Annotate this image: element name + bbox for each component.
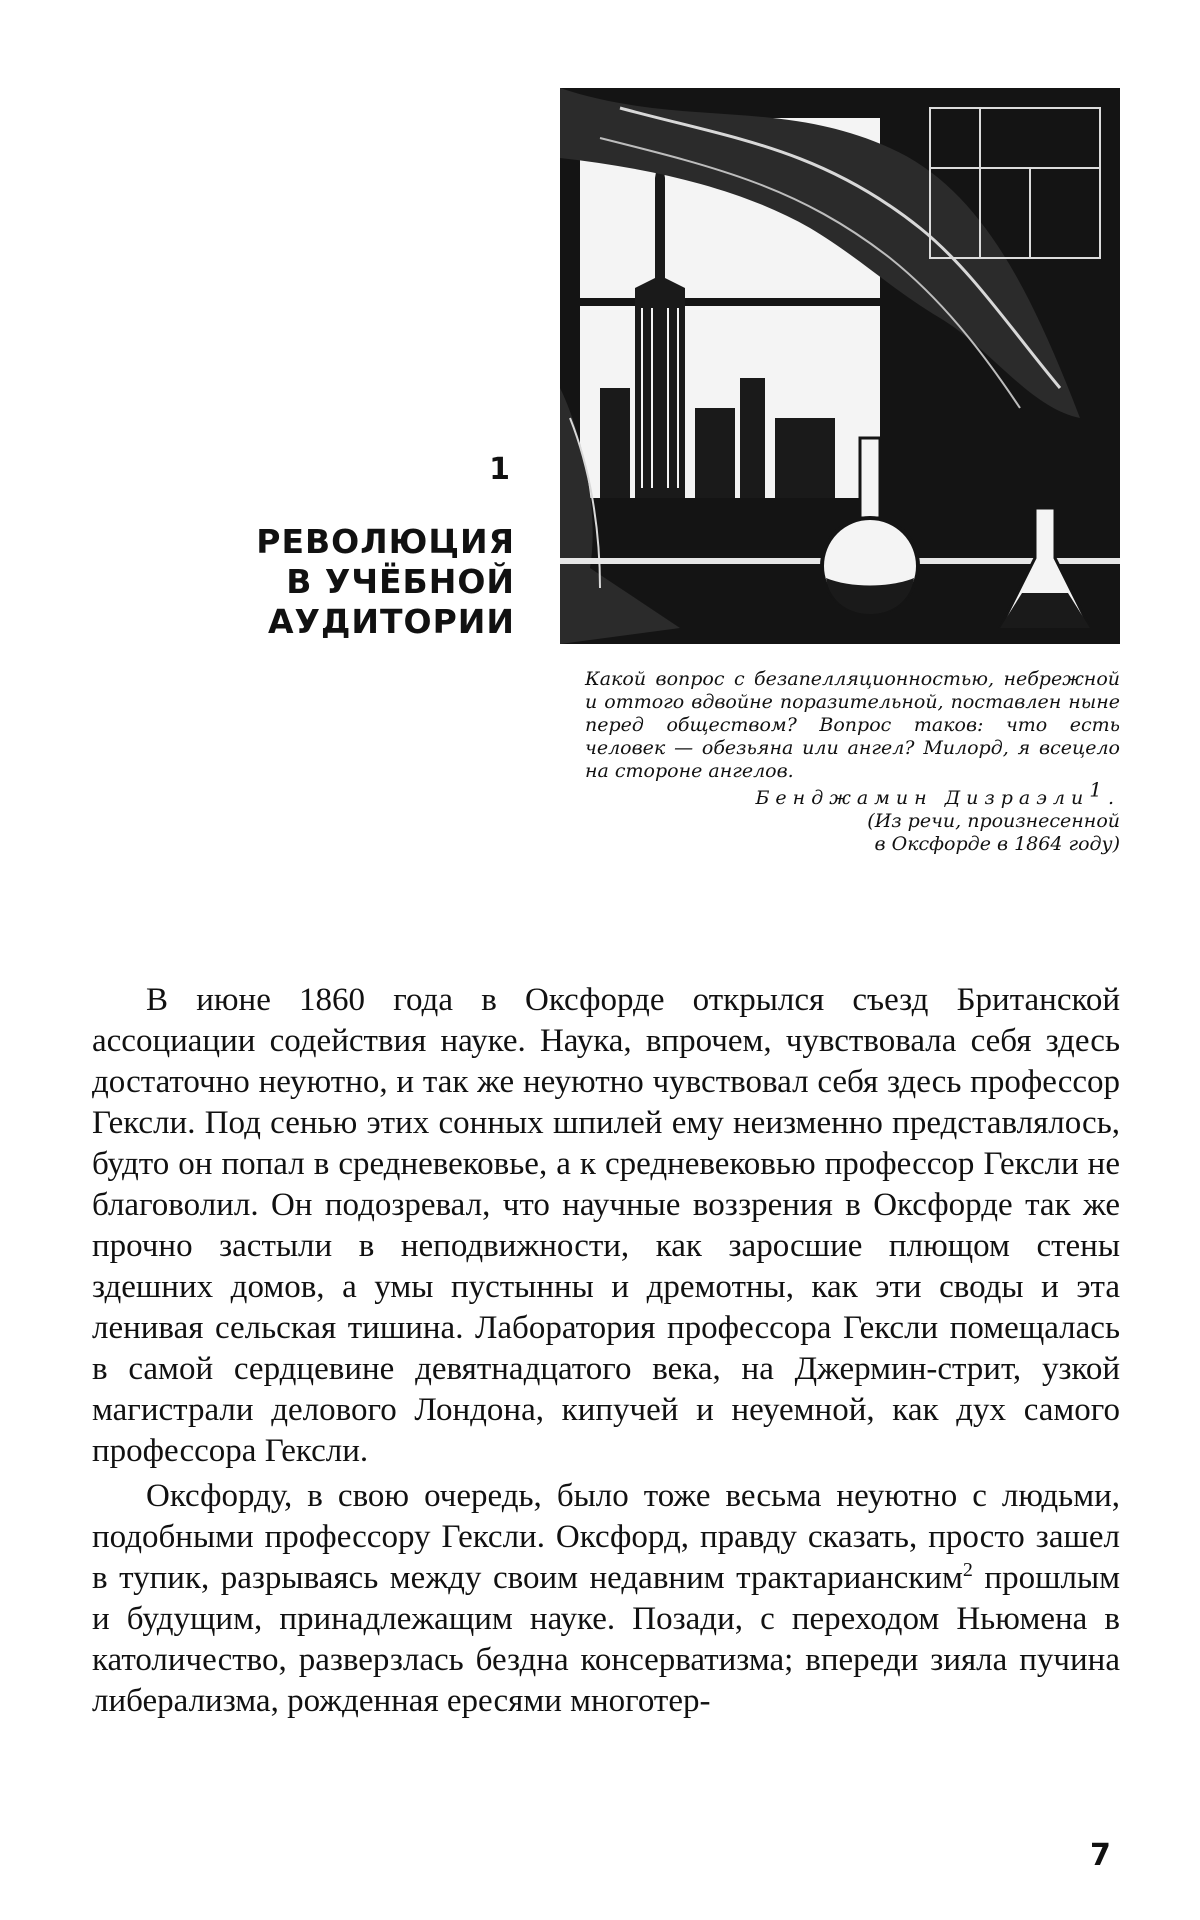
paragraph: В июне 1860 года в Оксфорде открылся съезд Британской ассоциации содействия науке. Наука, впрочем, чувствовала себя здесь достаточно неуютно, и так же неуютно чувствовал себя здесь профессор Гексли. Под сенью этих сонных шпилей ему неизменно представлялось, будто он попал в средневековье, а к средневековью профессор Гексли не благоволил. Он подозревал, что научные воззрения в Оксфорде так же прочно застыли в неподвижности, как заросшие плющом стены здешних домов, а умы пустынны и дремотны, как эти своды и эта ленивая сельская тишина. Лаборатория профессора Гексли помещалась в самой сердцевине девятнадцатого века, на Джермин-стрит, узкой магистрали делового Лондона, кипучей и неуемной, как дух самого профессора Гексли. [92,982,1120,1469]
footnote-marker: 2 [962,1559,973,1581]
chapter-number: 1 [489,452,510,487]
epigraph-text: Какой вопрос с безапелляционностью, небрежной и оттого вдвойне поразительной, поставлен ныне перед обществом? Вопрос таков: что есть человек — обезьяна или ангел? Милорд, я всецело на стороне ангелов. [585,668,1120,782]
body-text [92,980,1120,1722]
epigraph-source-line: (Из речи, произнесенной [867,810,1120,832]
epigraph-author-name: Бенджамин Дизраэли [755,787,1090,809]
chapter-title-line: В УЧЁБНОЙ [286,562,515,601]
epigraph-source-line: в Оксфорде в 1864 году) [874,833,1120,855]
epigraph-author: Бенджамин Дизраэли1. [755,777,1120,809]
chapter-illustration [560,88,1120,644]
epigraph [585,668,1120,856]
chapter-title-line: РЕВОЛЮЦИЯ [256,522,515,561]
paragraph [92,1476,1120,1722]
window-flask-engraving [560,88,1120,644]
chapter-title-line: АУДИТОРИИ [268,602,515,641]
page-number: 7 [1090,1838,1111,1873]
paragraph-text: Оксфорду, в свою очередь, было тоже весьма неуютно с людьми, подобными профессору Гексли. Оксфорд, правду сказать, просто зашел в тупик, разрываясь между своим недавним трактарианским [92,1478,1120,1596]
paragraph-text: прошлым и будущим, принадлежащим науке. Позади, с переходом Ньюмена в католичество, разверзлась бездна консерватизма; впереди зияла пучина либерализма, рожденная ересями многотер- [92,1560,1120,1719]
chapter-title [220,522,515,642]
footnote-marker: 1 [1089,777,1108,802]
